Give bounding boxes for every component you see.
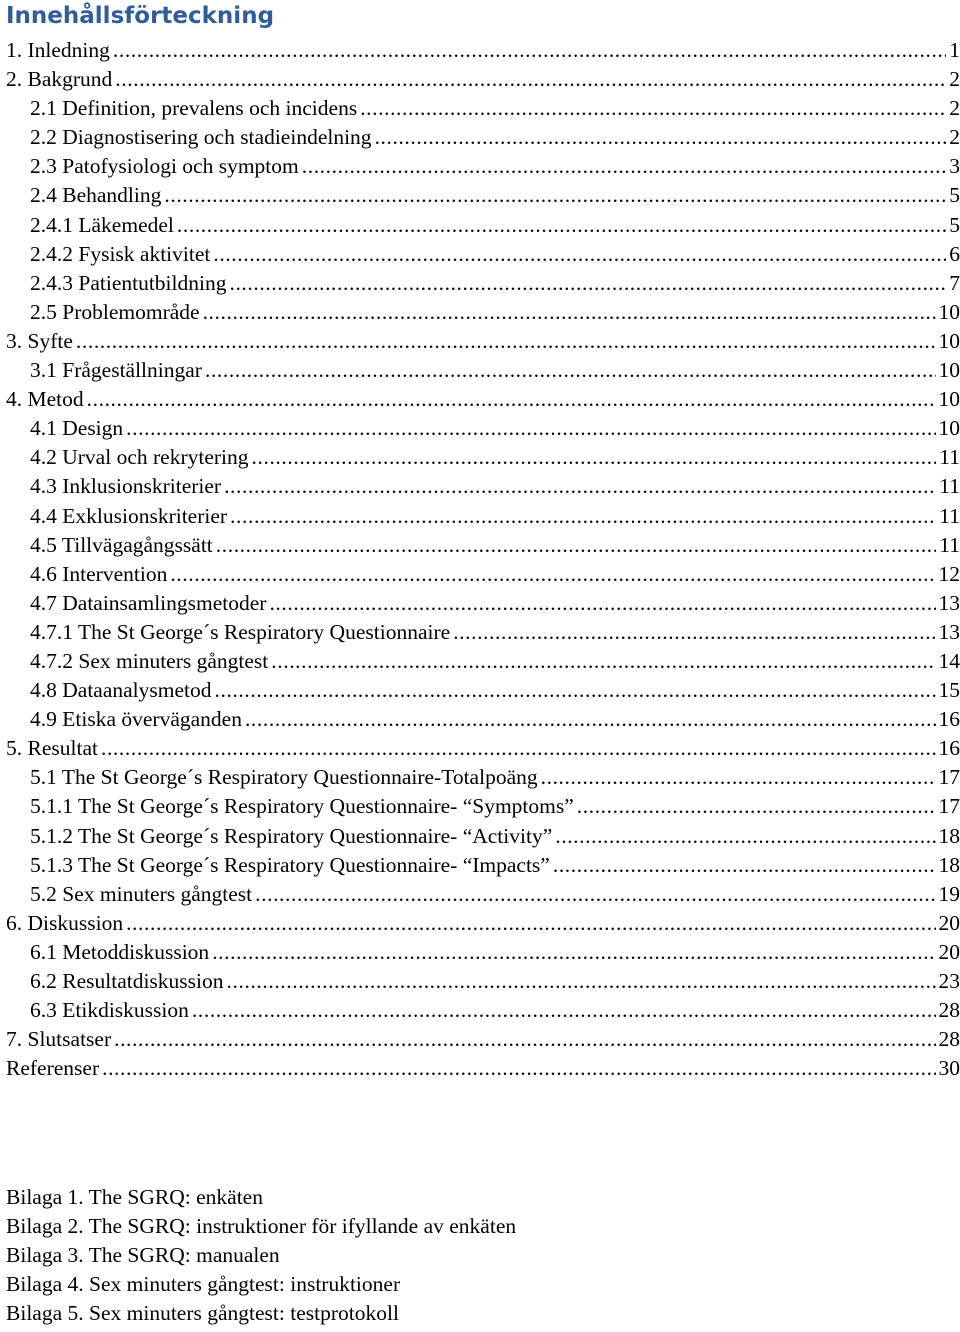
toc-entry[interactable]	[6, 300, 960, 329]
toc-entry-label: 3.1 Frågeställningar	[30, 358, 202, 383]
appendix-item: Bilaga 5. Sex minuters gångtest: testprotokoll	[6, 1301, 399, 1326]
toc-entry-page-number: 6	[949, 241, 960, 266]
toc-dot-leader	[115, 67, 946, 92]
toc-dot-leader	[453, 620, 935, 645]
toc-entry-page-number: 30	[938, 1056, 960, 1081]
toc-dot-leader	[203, 300, 936, 325]
toc-entry-label: 4.9 Etiska överväganden	[30, 707, 242, 732]
toc-entry-label: 5. Resultat	[6, 736, 98, 761]
toc-entry-label: Referenser	[6, 1056, 100, 1081]
toc-entry-page-number: 28	[938, 1027, 960, 1052]
toc-entry-page-number: 12	[938, 561, 960, 586]
toc-entry[interactable]	[6, 445, 960, 474]
toc-entry[interactable]	[6, 998, 960, 1027]
toc-dot-leader	[205, 358, 936, 383]
toc-entry-label: 2.3 Patofysiologi och symptom	[30, 154, 299, 179]
appendix-item: Bilaga 1. The SGRQ: enkäten	[6, 1185, 263, 1209]
toc-entry-page-number: 3	[949, 154, 960, 179]
toc-entry[interactable]	[6, 649, 960, 678]
toc-entry[interactable]	[6, 416, 960, 445]
toc-entry-label: 5.1 The St George´s Respiratory Questionnaire-Totalpoäng	[30, 765, 538, 790]
toc-entry-page-number: 2	[949, 125, 960, 150]
toc-entry[interactable]	[6, 1027, 960, 1056]
toc-dot-leader	[102, 1056, 935, 1081]
toc-dot-leader	[164, 183, 946, 208]
toc-entry-page-number: 10	[938, 387, 960, 412]
toc-entry-label: 4.3 Inklusionskriterier	[30, 474, 222, 499]
toc-entry-page-number: 23	[938, 969, 960, 993]
toc-entry[interactable]	[6, 183, 960, 212]
toc-entry-page-number: 18	[938, 823, 960, 848]
toc-entry-label: 4.4 Exklusionskriterier	[30, 503, 228, 528]
toc-entry-label: 7. Slutsatser	[6, 1027, 112, 1052]
toc-entry-page-number: 20	[938, 939, 960, 964]
toc-entry-page-number: 16	[938, 707, 960, 732]
toc-entry-page-number: 13	[938, 619, 960, 644]
toc-entry-label: 6. Diskussion	[6, 910, 124, 935]
toc-entry-page-number: 2	[949, 96, 960, 121]
toc-entry-label: 2.5 Problemområde	[30, 299, 200, 324]
toc-dot-leader	[553, 853, 936, 878]
toc-entry-label: 4.2 Urval och rekrytering	[30, 445, 249, 470]
toc-entry[interactable]	[6, 940, 960, 969]
toc-entry[interactable]	[6, 1056, 960, 1085]
toc-entry-label: 5.2 Sex minuters gångtest	[30, 881, 253, 906]
toc-entry[interactable]	[6, 736, 960, 765]
toc-entry-label: 4.5 Tillvägagångssätt	[30, 532, 213, 557]
toc-entry[interactable]	[6, 154, 960, 183]
toc-entry-page-number: 11	[939, 445, 960, 470]
toc-entry[interactable]	[6, 562, 960, 591]
toc-entry[interactable]	[6, 213, 960, 242]
toc-entry-label: 6.1 Metoddiskussion	[30, 939, 210, 964]
toc-entry-page-number: 16	[938, 736, 960, 761]
toc-entry[interactable]	[6, 707, 960, 736]
toc-entry-label: 2.4.1 Läkemedel	[30, 212, 174, 237]
appendix-list	[6, 1185, 516, 1330]
toc-entry-page-number: 10	[938, 358, 960, 383]
toc-entry-page-number: 10	[938, 328, 960, 353]
toc-entry-page-number: 11	[939, 474, 960, 499]
toc-entry[interactable]	[6, 387, 960, 416]
toc-entry-label: 2.4.2 Fysisk aktivitet	[30, 241, 211, 266]
toc-dot-leader	[87, 387, 936, 412]
toc-dot-leader	[101, 736, 936, 761]
toc-entry-label: 4.7.2 Sex minuters gångtest	[30, 648, 269, 673]
toc-entry[interactable]	[6, 96, 960, 125]
toc-entry-label: 4.8 Dataanalysmetod	[30, 678, 212, 703]
toc-entry[interactable]	[6, 358, 960, 387]
appendix-item: Bilaga 2. The SGRQ: instruktioner för ifyllande av enkäten	[6, 1214, 517, 1239]
toc-entry[interactable]	[6, 591, 960, 620]
toc-dot-leader	[227, 969, 936, 994]
toc-entry-label: 5.1.1 The St George´s Respiratory Questionnaire- “Symptoms”	[30, 794, 574, 819]
toc-entry-label: 2.4.3 Patientutbildning	[30, 270, 227, 295]
toc-entry-label: 2. Bakgrund	[6, 67, 113, 92]
toc-dot-leader	[113, 38, 946, 63]
toc-dot-leader	[177, 213, 946, 238]
toc-entry[interactable]	[6, 67, 960, 96]
toc-entry-page-number: 7	[949, 270, 960, 295]
toc-dot-leader	[170, 562, 935, 587]
toc-entry-label: 2.2 Diagnostisering och stadieindelning	[30, 125, 372, 150]
toc-dot-leader	[215, 678, 936, 703]
toc-dot-leader	[230, 504, 936, 529]
toc-entry-page-number: 28	[938, 998, 960, 1023]
toc-entry[interactable]	[6, 329, 960, 358]
toc-entry-page-number: 20	[938, 910, 960, 935]
toc-dot-leader	[216, 533, 937, 558]
toc-entry[interactable]	[6, 824, 960, 853]
toc-entry-page-number: 19	[938, 881, 960, 906]
toc-entry-label: 4. Metod	[6, 387, 84, 412]
toc-dot-leader	[577, 794, 936, 819]
toc-dot-leader	[76, 329, 936, 354]
toc-dot-leader	[375, 125, 947, 150]
toc-entry-label: 4.7 Datainsamlingsmetoder	[30, 590, 267, 615]
toc-entry[interactable]	[6, 533, 960, 562]
toc-entry[interactable]	[6, 911, 960, 940]
toc-entry-page-number: 11	[939, 503, 960, 528]
toc-dot-leader	[114, 1027, 935, 1052]
toc-dot-leader	[302, 154, 947, 179]
toc-dot-leader	[229, 271, 946, 296]
table-of-contents	[6, 38, 960, 1085]
toc-entry-page-number: 14	[938, 648, 960, 673]
toc-entry[interactable]	[6, 474, 960, 503]
toc-dot-leader	[126, 416, 935, 441]
toc-entry-label: 2.4 Behandling	[30, 183, 162, 208]
toc-entry-page-number: 1	[949, 38, 960, 62]
appendix-item: Bilaga 3. The SGRQ: manualen	[6, 1243, 280, 1268]
toc-dot-leader	[192, 998, 936, 1023]
toc-entry[interactable]	[6, 678, 960, 707]
toc-entry-page-number: 18	[938, 852, 960, 877]
toc-entry-label: 6.3 Etikdiskussion	[30, 998, 189, 1023]
toc-entry-page-number: 17	[938, 794, 960, 819]
toc-entry-label: 4.7.1 The St George´s Respiratory Questionnaire	[30, 619, 451, 644]
toc-dot-leader	[126, 911, 935, 936]
toc-entry-page-number: 10	[938, 299, 960, 324]
toc-entry[interactable]	[6, 38, 960, 67]
toc-dot-leader	[271, 649, 935, 674]
toc-entry[interactable]	[6, 504, 960, 533]
toc-dot-leader	[212, 940, 935, 965]
toc-dot-leader	[224, 474, 936, 499]
toc-entry-page-number: 13	[938, 590, 960, 615]
toc-entry-label: 5.1.3 The St George´s Respiratory Questionnaire- “Impacts”	[30, 852, 550, 877]
toc-entry-label: 2.1 Definition, prevalens och incidens	[30, 96, 358, 121]
toc-entry[interactable]	[6, 794, 960, 823]
toc-entry-label: 3. Syfte	[6, 328, 73, 353]
toc-entry-page-number: 10	[938, 416, 960, 441]
toc-entry-label: 1. Inledning	[6, 38, 110, 62]
toc-entry[interactable]	[6, 242, 960, 271]
toc-entry-page-number: 5	[949, 212, 960, 237]
toc-entry[interactable]	[6, 271, 960, 300]
toc-dot-leader	[555, 824, 935, 849]
toc-dot-leader	[245, 707, 936, 732]
toc-entry-label: 4.6 Intervention	[30, 561, 168, 586]
toc-dot-leader	[269, 591, 935, 616]
toc-entry-label: 5.1.2 The St George´s Respiratory Questionnaire- “Activity”	[30, 823, 553, 848]
toc-dot-leader	[360, 96, 946, 121]
toc-entry-label: 4.1 Design	[30, 416, 124, 441]
toc-dot-leader	[541, 765, 936, 790]
toc-entry-page-number: 5	[949, 183, 960, 208]
toc-dot-leader	[252, 445, 937, 470]
toc-entry[interactable]	[6, 969, 960, 998]
toc-entry-page-number: 2	[949, 67, 960, 92]
toc-dot-leader	[213, 242, 946, 267]
appendix-item: Bilaga 4. Sex minuters gångtest: instruktioner	[6, 1272, 401, 1297]
toc-entry-page-number: 17	[938, 765, 960, 790]
toc-entry[interactable]	[6, 620, 960, 649]
toc-entry[interactable]	[6, 882, 960, 911]
toc-entry-label: 6.2 Resultatdiskussion	[30, 969, 224, 993]
toc-title: Innehållsförteckning	[6, 3, 275, 29]
toc-entry[interactable]	[6, 853, 960, 882]
toc-entry-page-number: 15	[938, 678, 960, 703]
toc-entry-page-number: 11	[939, 532, 960, 557]
toc-dot-leader	[255, 882, 935, 907]
toc-entry[interactable]	[6, 765, 960, 794]
toc-entry[interactable]	[6, 125, 960, 154]
